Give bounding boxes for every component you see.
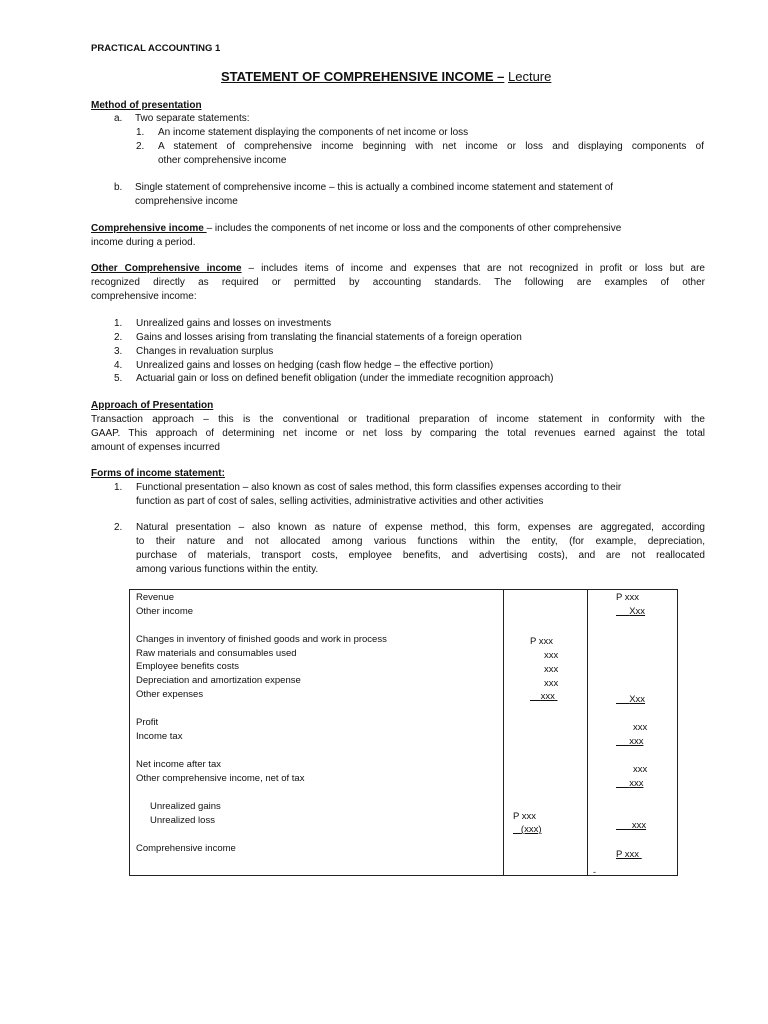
forms-item2-line2: to their nature and not allocated among various functions within the entity, (for example, depreciation, — [136, 536, 705, 547]
oci-term: Other Comprehensive income — [91, 263, 242, 274]
income-statement-table — [129, 589, 678, 876]
row-label-net-income: Net income after tax — [136, 759, 222, 770]
row-label-changes-inventory: Changes in inventory of finished goods and work in process — [136, 634, 387, 645]
method-a1-num: 1. — [136, 127, 145, 138]
table-divider — [587, 590, 588, 875]
row-label-other-expenses: Other expenses — [136, 689, 204, 700]
mid-value: (xxx) — [520, 824, 542, 835]
forms-item1-line2: function as part of cost of sales, selling activities, administrative activities and other activities — [136, 496, 544, 507]
method-b-line1: Single statement of comprehensive income – this is actually a combined income statement and statement of — [135, 182, 614, 193]
mid-value: xxx — [544, 650, 559, 661]
right-value: P xxx — [616, 592, 640, 603]
row-label-depreciation: Depreciation and amortization expense — [136, 675, 301, 686]
oci-item-num: 1. — [114, 318, 123, 329]
row-label-income-tax: Income tax — [136, 731, 183, 742]
mid-value: xxx — [544, 678, 559, 689]
oci-item-text: Gains and losses arising from translating the financial statements of a foreign operation — [136, 332, 522, 343]
oci-item-num: 4. — [114, 360, 123, 371]
table-footer-mark: - — [593, 867, 596, 877]
method-heading: Method of presentation — [91, 100, 202, 111]
method-a2-line1: A statement of comprehensive income beginning with net income or loss and displaying components of — [158, 141, 704, 152]
oci-line2: recognized directly as required or permitted by accounting standards. The following are examples of other — [91, 277, 705, 288]
oci-item-text: Actuarial gain or loss on defined benefit obligation (under the immediate recognition approach) — [136, 373, 554, 384]
course-header: PRACTICAL ACCOUNTING 1 — [91, 43, 221, 54]
oci-item-num: 5. — [114, 373, 123, 384]
oci-line3: comprehensive income: — [91, 291, 197, 302]
right-value: xxx — [633, 722, 648, 733]
method-a-marker: a. — [114, 113, 123, 124]
row-label-other-income: Other income — [136, 606, 194, 617]
method-b-line2: comprehensive income — [135, 196, 238, 207]
oci-item-text: Changes in revaluation surplus — [136, 346, 274, 357]
title-main: STATEMENT OF COMPREHENSIVE INCOME – — [221, 69, 505, 84]
comprehensive-line2: income during a period. — [91, 237, 196, 248]
approach-heading: Approach of Presentation — [91, 400, 214, 411]
row-label-employee-benefits: Employee benefits costs — [136, 661, 239, 672]
right-value: Xxx — [629, 606, 646, 617]
method-a1-text: An income statement displaying the components of net income or loss — [158, 127, 469, 138]
forms-item2-line4: among various functions within the entity. — [136, 564, 319, 575]
page-title — [221, 70, 551, 83]
row-label-raw-materials: Raw materials and consumables used — [136, 648, 297, 659]
right-value: P xxx — [616, 849, 640, 860]
row-label-unrealized-gains: Unrealized gains — [150, 801, 221, 812]
right-value: xxx — [631, 820, 647, 831]
oci-item-text: Unrealized gains and losses on hedging (cash flow hedge – the effective portion) — [136, 360, 494, 371]
oci-def: – includes items of income and expenses that are not recognized in profit or loss but are — [241, 263, 705, 274]
right-value: xxx — [629, 736, 644, 747]
comprehensive-term: Comprehensive income — [91, 223, 207, 234]
mid-value: P xxx — [513, 811, 537, 822]
approach-line2: GAAP. This approach of determining net income or net loss by comparing the total revenues earned against the total — [91, 428, 705, 439]
right-value: xxx — [633, 764, 648, 775]
forms-item2-num: 2. — [114, 522, 123, 533]
method-a2-num: 2. — [136, 141, 145, 152]
forms-item2-line1: Natural presentation – also known as nature of expense method, this form, expenses are aggregated, according — [136, 522, 705, 533]
method-a2-line2: other comprehensive income — [158, 155, 287, 166]
approach-line1: Transaction approach – this is the conventional or traditional preparation of income statement in conformity with the — [91, 414, 705, 425]
row-label-oci: Other comprehensive income, net of tax — [136, 773, 305, 784]
right-value: Xxx — [629, 694, 646, 705]
oci-line1 — [91, 262, 705, 276]
oci-item-num: 3. — [114, 346, 123, 357]
approach-line3: amount of expenses incurred — [91, 442, 220, 453]
comprehensive-def: – includes the components of net income or loss and the components of other comprehensive — [206, 223, 622, 234]
comprehensive-line1 — [91, 222, 621, 235]
title-sub: Lecture — [508, 69, 552, 84]
row-label-comprehensive-income: Comprehensive income — [136, 843, 236, 854]
oci-item-text: Unrealized gains and losses on investments — [136, 318, 332, 329]
forms-item1-num: 1. — [114, 482, 123, 493]
forms-item1-line1: Functional presentation – also known as cost of sales method, this form classifies expenses according to their — [136, 482, 622, 493]
method-a-text: Two separate statements: — [135, 113, 250, 124]
method-b-marker: b. — [114, 182, 123, 193]
forms-item2-line3: purchase of materials, transport costs, employee benefits, and advertising costs), and are not reallocated — [136, 550, 705, 561]
mid-value: P xxx — [530, 636, 554, 647]
forms-heading: Forms of income statement: — [91, 468, 225, 479]
oci-item-num: 2. — [114, 332, 123, 343]
table-divider — [503, 590, 504, 875]
mid-value: xxx — [544, 664, 559, 675]
row-label-unrealized-loss: Unrealized loss — [150, 815, 215, 826]
right-value: xxx — [629, 778, 644, 789]
row-label-revenue: Revenue — [136, 592, 175, 603]
row-label-profit: Profit — [136, 717, 159, 728]
mid-value: xxx — [540, 691, 555, 702]
